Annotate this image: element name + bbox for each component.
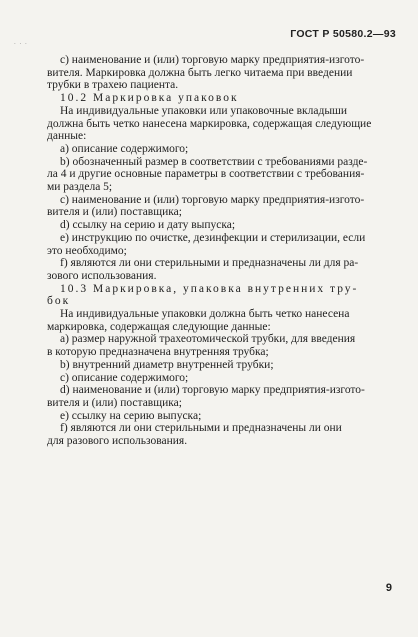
page-number: 9 bbox=[385, 582, 392, 594]
list-item: а) размер наружной трахеотомической трубки, для введения bbox=[60, 333, 356, 346]
text-line: с) наименование и (или) торговую марку предприятия-изгото- bbox=[60, 54, 365, 66]
list-item: е) инструкцию по очистке, дезинфекции и стерилизации, если bbox=[60, 231, 366, 244]
page-header: ГОСТ Р 50580.2—93 bbox=[290, 28, 396, 40]
list-item: b) внутренний диаметр внутренней трубки; bbox=[60, 358, 274, 371]
document-body bbox=[47, 54, 393, 448]
text-line: маркировка, содержащая следующие данные: bbox=[47, 320, 271, 333]
text-line: в которую предназначена внутренняя трубка; bbox=[47, 346, 269, 359]
section-heading: 10.2 Маркировка упаковок bbox=[60, 92, 239, 105]
list-item: b) обозначенный размер в соответствии с требованиями разде- bbox=[60, 155, 368, 168]
scan-corner-mark: . . . bbox=[14, 38, 28, 46]
text-line: зового использования. bbox=[47, 269, 157, 282]
list-item: с) наименование и (или) торговую марку предприятия-изгото- bbox=[60, 193, 365, 206]
text-line: трубки в трахею пациента. bbox=[47, 79, 179, 92]
list-item: а) описание содержимого; bbox=[60, 142, 189, 155]
text-line: На индивидуальные упаковки или упаковочные вкладыши bbox=[60, 104, 348, 117]
list-item: f) являются ли они стерильными и предназначены ли для ра- bbox=[60, 257, 359, 270]
text-line: вителя и (или) поставщика; bbox=[47, 206, 182, 219]
text-line: вителя и (или) поставщика; bbox=[47, 396, 182, 409]
text-line: ми раздела 5; bbox=[47, 181, 113, 194]
text-line: должна быть четко нанесена маркировка, содержащая следующие bbox=[47, 117, 372, 130]
text-line: вителя. Маркировка должна быть легко читаема при введении bbox=[47, 66, 353, 79]
section-heading-continued: бок bbox=[47, 295, 71, 308]
list-item: d) наименование и (или) торговую марку предприятия-изгото- bbox=[60, 384, 365, 397]
text-line: данные: bbox=[47, 130, 87, 143]
text-line: это необходимо; bbox=[47, 244, 127, 257]
list-item: f) являются ли они стерильными и предназначены ли они bbox=[60, 422, 342, 435]
list-item: е) ссылку на серию выпуска; bbox=[60, 409, 202, 422]
text-line: На индивидуальные упаковки должна быть четко нанесена bbox=[60, 308, 350, 321]
list-item: с) описание содержимого; bbox=[60, 371, 189, 384]
list-item: d) ссылку на серию и дату выпуска; bbox=[60, 219, 236, 232]
text-line: ла 4 и другие основные параметры в соответствии с требования- bbox=[47, 168, 365, 181]
section-heading: 10.3 Маркировка, упаковка внутренних тру- bbox=[60, 282, 359, 295]
text-line: для разового использования. bbox=[47, 435, 188, 448]
